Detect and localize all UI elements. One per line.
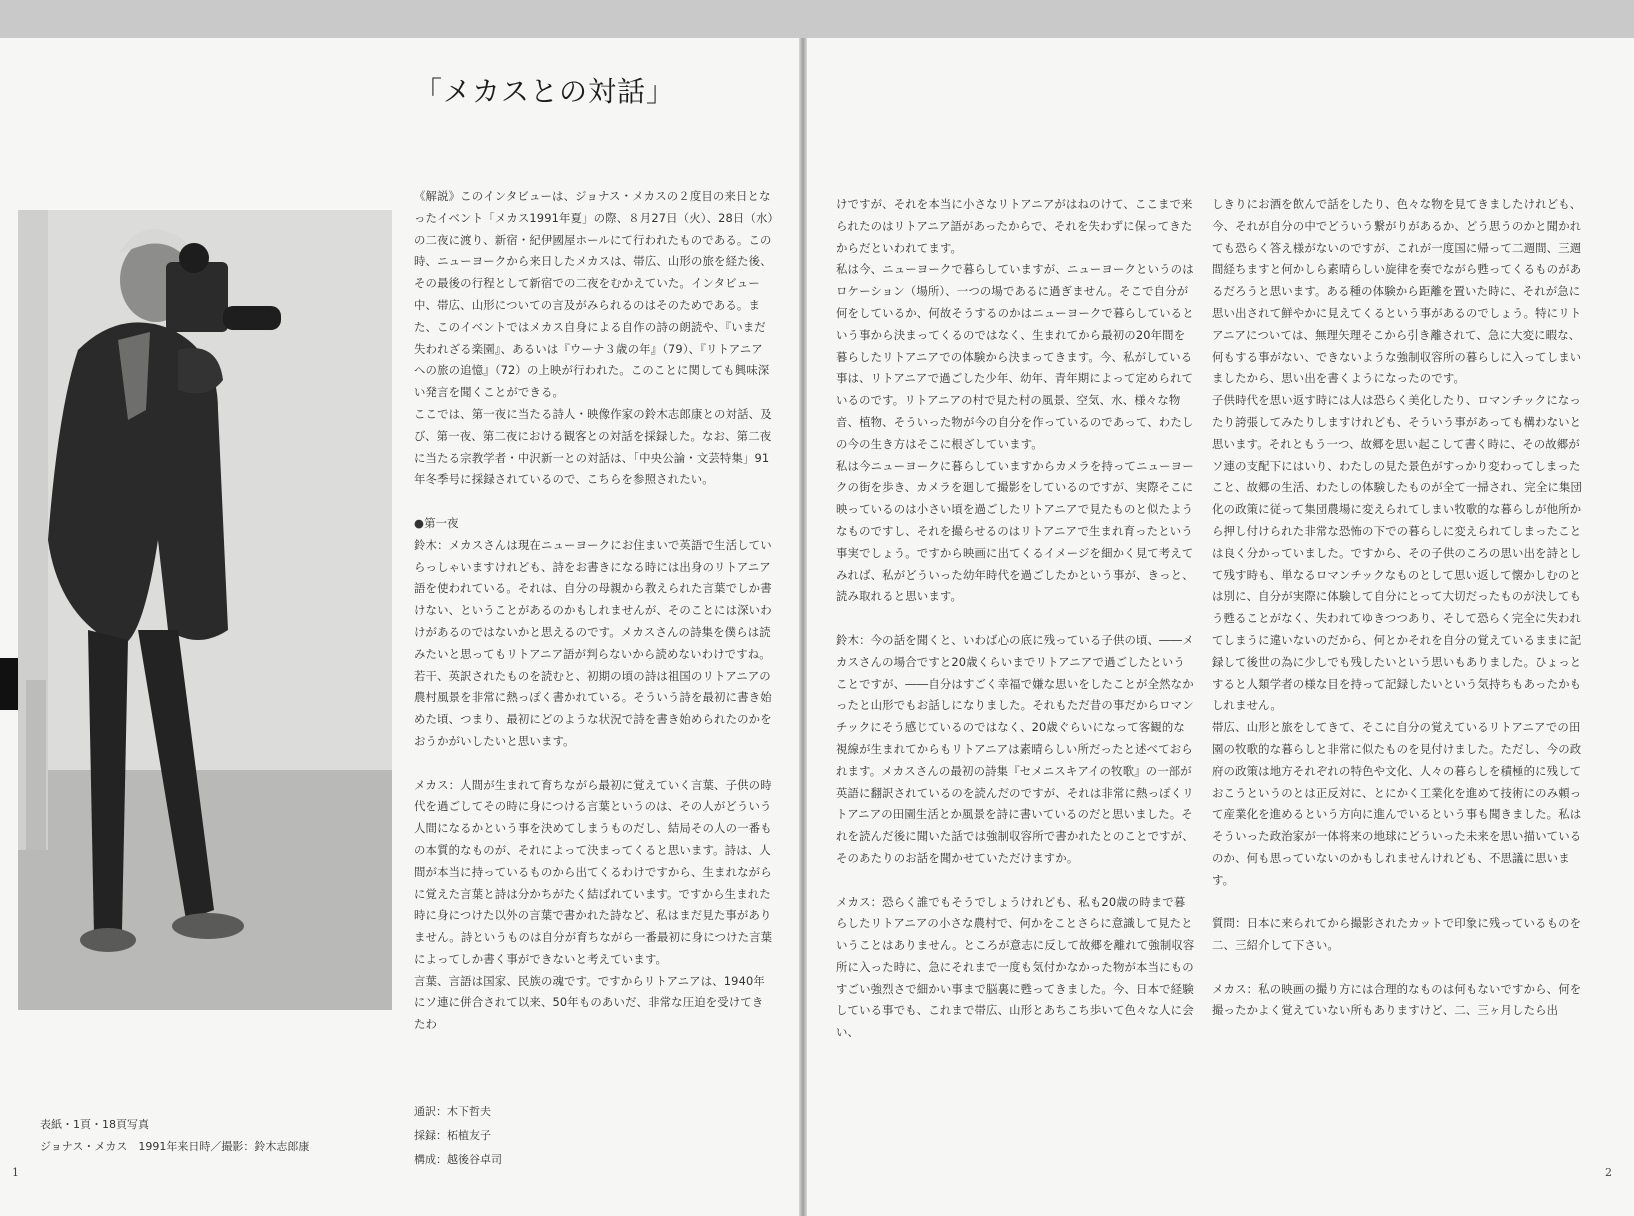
paragraph: メカス：私の映画の撮り方には合理的なものは何もないですから、何を撮ったかよく覚えていない所もありますけど、二、三ヶ月したら出 (1212, 981, 1582, 1018)
page-number-left: 1 (12, 1166, 19, 1179)
page-number-right: 2 (1605, 1166, 1612, 1179)
paragraph-gap (414, 753, 774, 775)
paragraph-gap (1212, 957, 1584, 979)
paragraph-gap (1212, 892, 1584, 914)
paragraph-gap (836, 608, 1196, 630)
paragraph: 私は今ニューヨークに暮らしていますからカメラを持ってニューヨークの街を歩き、カメラを廻して撮影をしているのですが、実際そこに映っているのは小さい頃を過ごしたリトアニアで見たものと似たようなものですし、それを撮らせるのはリトアニアで生まれ育ったという事実でしょう。ですから映画に出てくるイメージを細かく見て考えてみれば、私がどういった幼年時代を過ごしたかという事が、きっと、読み取れると思います。 (836, 458, 1194, 604)
paragraph: 私は今、ニューヨークで暮らしていますが、ニューヨークというのはロケーション（場所）、一つの場であるに過ぎません。そこで自分が何をしているか、何故そうするのかはニューヨークで暮らしているという事から決まってくるのではなく、生まれてから最初の20年間を暮らしたリトアニアでの体験から決まってきます。今、私がしている事は、リトアニアで過ごした少年、幼年、青年期によって定められているのです。リトアニアの村で見た村の風景、空気、水、様々な物音、植物、そういった物が今の自分を作っているのであって、わたしの今の生き方はそこに根ざしています。 (836, 262, 1194, 451)
photo-jonas-mekas-with-camera (18, 210, 392, 1010)
paragraph: 子供時代を思い返す時には人は恐らく美化したり、ロマンチックになったり誇張してみたりしますけれども、そういう事があっても構わないと思います。それともう一つ、故郷を思い起こして書く時に、その故郷がソ連の支配下にはいり、わたしの見た景色がすっかり変わってしまったこと、故郷の生活、わたしの体験したものが全て一掃され、完全に集団化の政策に従って集団農場に変えられてしまい牧歌的な暮らしが他所から押し付けられた非常な恐怖の下での暮らしに変えられてしまったことは良く分かっていました。ですから、その子供のころの思い出を詩として残す時も、単なるロマンチックなものとして思い返して懐かしむのとは別に、自分が実際に体験して自分にとって大切だったものが決してもう甦ることがなく、失われてゆきつつあり、そして恐らく完全に失われてしまうに違いないのだから、何とかそれを自分の覚えているままに記録して後世の為に少しでも残したいという思いもありました。ひょっとすると人類学者の様な目を持って記録したいという気持ちもあったかもしれません。 (1212, 393, 1582, 713)
paragraph: 《解説》このインタビューは、ジョナス・メカスの２度目の来日となったイベント「メカス1991年夏」の際、８月27日（火）、28日（水）の二夜に渡り、新宿・紀伊國屋ホールにて行われたものである。この時、ニューヨークから来日したメカスは、帯広、山形の旅を経た後、その最後の行程として新宿での二夜をむかえていた。インタビュー中、帯広、山形についての言及がみられるのはそのためである。また、このイベントではメカス自身による自作の詩の朗読や、『いまだ失われざる楽園』、あるいは『ウーナ３歳の年』（79）、『リトアニアへの旅の追憶』（72）の上映が行われた。このことに関しても興味深い発言を聞くことができる。 (414, 189, 774, 400)
paragraph: メカス：人間が生まれて育ちながら最初に覚えていく言葉、子供の時代を過ごしてその時に身につける言葉というのは、その人がどういう人間になるかという事を決めてしまうものだし、結局その人の一番もの本質的なものが、それによって決まってくると思います。詩は、人間が本当に持っているものから出てくるわけですから、生まれながらに覚えた言葉と詩は分かちがたく結ばれています。ですから生まれた時に身につけた以外の言葉で書かれた詩など、私はまだ見た事がありません。詩というものは自分が育ちながら一番最初に身につけた言葉によってしか書く事ができないと考えています。 (414, 777, 773, 966)
paragraph: 質問：日本に来られてから撮影されたカットで印象に残っているものを二、三紹介して下さい。 (1212, 916, 1582, 953)
paragraph: 言葉、言語は国家、民族の魂です。ですからリトアニアは、1940年にソ連に併合されて以来、50年ものあいだ、非常な圧迫を受けてきたわ (414, 973, 765, 1032)
article-title: 「メカスとの対話」 (414, 75, 676, 108)
section-heading: ●第一夜 (414, 515, 459, 530)
paragraph: けですが、それを本当に小さなリトアニアがはねのけて、ここまで来られたのはリトアニア語があったからで、それを失わずに保ってきたからだといわれてます。 (836, 197, 1193, 255)
caption-line: ジョナス・メカス 1991年来日時／撮影：鈴木志郎康 (40, 1140, 310, 1153)
paragraph: メカス：恐らく誰でもそうでしょうけれども、私も20歳の時まで暮らしたリトアニアの小さな農村で、何かをことさらに意識して見たということはありません。ところが意志に反して故郷を離れて強制収容所に入った時に、急にそれまで一度も気付かなかった物が本当にものすごい強烈さで細かい事まで脳裏に甦ってきました。今、日本で経験している事でも、これまで帯広、山形とあちこち歩いて色々な人に会い、 (836, 894, 1195, 1040)
paragraph-gap (836, 870, 1196, 892)
caption-line: 表紙・1頁・18頁写真 (40, 1118, 149, 1131)
paragraph: 帯広、山形と旅をしてきて、そこに自分の覚えているリトアニアでの田園の牧歌的な暮らしと非常に似たものを見付けました。ただし、今の政府の政策は地方それぞれの特色や文化、人々の暮らしを積極的に残しておこうというのとは正反対に、とにかく工業化を進めて技術にのみ頼って産業化を進めるという方向に進んでいるという事も聞きました。私はそういった政治家が一体将来の地球にどういった未来を思い描いているのか、何も思っていないのかもしれませんけれども、不思議に思います。 (1212, 720, 1582, 887)
paragraph: 鈴木：メカスさんは現在ニューヨークにお住まいで英語で生活していらっしゃいますけれども、詩をお書きになる時には出身のリトアニア語を使われている。それは、自分の母親から教えられた言葉でしか書けない、ということがあるのかもしれませんが、そのことには深いわけがあるのではないかと思えるのです。メカスさんの詩集を僕らは読みたいと思ってもリトアニア語が判らないから読めないわけですね。若干、英訳されたものを読むと、初期の頃の詩は祖国のリトアニアの農村風景を非常に熱っぽく書かれている。そういう詩を最初に書き始めた頃、つまり、最初にどのような状況で詩を書き始められたのかをおうかがいしたいと思います。 (414, 537, 772, 748)
paragraph: 鈴木：今の話を聞くと、いわば心の底に残っている子供の頃、――メカスさんの場合ですと20歳くらいまでリトアニアで過ごしたということですが、――自分はすごく幸福で嫌な思いをしたことが全然なかったと山形でもお話しになりました。それもただ昔の事だからロマンチックにそう感じているのではなく、20歳ぐらいになって客観的な視線が生まれてからもリトアニアは素晴らしい所だったと述べておられます。メカスさんの最初の詩集『セメニスキアイの牧歌』の一部が英語に翻訳されているのを読んだのですが、それは非常に熱っぽくリトアニアの田園生活とか風景を詩に書いているのだと思いました。それを読んだ後に聞いた話では強制収容所で書かれたとのことですが、そのあたりのお話を聞かせていただけますか。 (836, 632, 1194, 865)
photo-caption (40, 1114, 309, 1158)
photo-figure-illustration (18, 210, 392, 1010)
text-column-1 (414, 186, 774, 1036)
credit-line: 通訳：木下哲夫 (414, 1105, 491, 1118)
text-column-2 (836, 194, 1196, 1044)
credit-line: 採録：柘植友子 (414, 1129, 491, 1142)
text-column-3 (1212, 194, 1584, 1022)
book-spine (799, 38, 807, 1216)
paragraph: ここでは、第一夜に当たる詩人・映像作家の鈴木志郎康との対話、及び、第一夜、第二夜における観客との対話を採録した。なお、第二夜に当たる宗教学者・中沢新一との対話は、「中央公論・文芸特集」91年冬季号に採録されているので、こちらを参照されたい。 (414, 406, 772, 487)
credits (414, 1100, 502, 1172)
paragraph-gap (414, 491, 774, 513)
credit-line: 構成：越後谷卓司 (414, 1153, 502, 1166)
paragraph: しきりにお酒を飲んで話をしたり、色々な物を見てきましたけれども、今、それが自分の中でどういう繋がりがあるか、どう思うのかと聞かれても恐らく答え様がないのですが、これが一度国に帰って二週間、三週間経ちますと何かしら素晴らしい旋律を奏でながら甦ってくるものがあるだろうと思います。ある種の体験から距離を置いた時に、それが急に思い出されて鮮やかに見えてくるという事があるのでしょう。特にリトアニアについては、無理矢理そこから引き離されて、急に大変に暇な、何もする事がない、できないような強制収容所の暮らしに入ってしまいましたから、思い出を書くようになったのです。 (1212, 197, 1582, 386)
